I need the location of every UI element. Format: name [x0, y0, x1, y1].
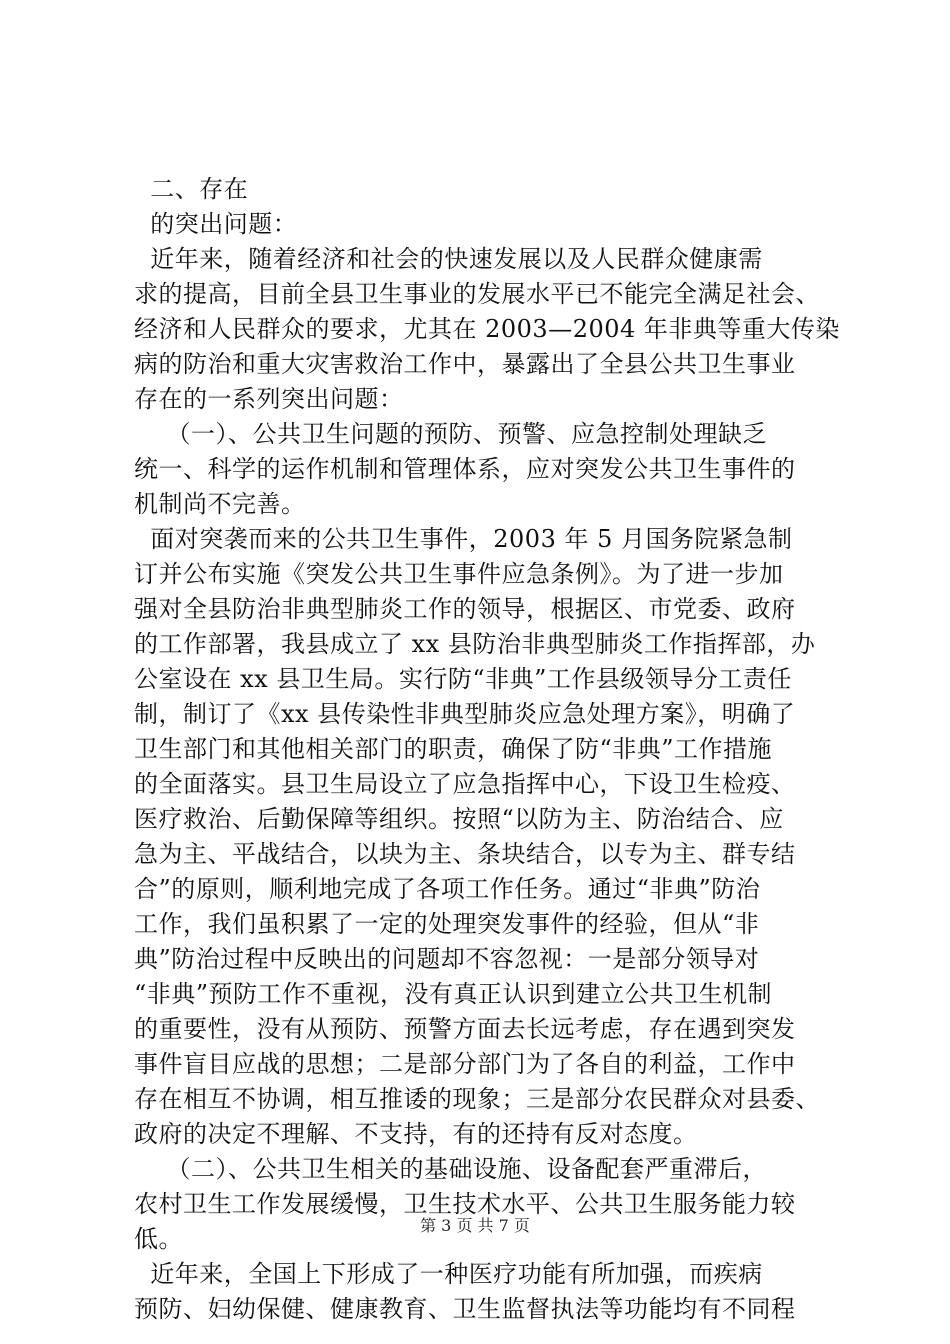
text-line: 的全面落实。县卫生局设立了应急指挥中心，下设卫生检疫、 — [134, 770, 796, 798]
text-line: 统一、科学的运作机制和管理体系，应对突发公共卫生事件的 — [134, 455, 796, 483]
text-line: 存在相互不协调，相互推诿的现象；三是部分农民群众对县委、 — [134, 1085, 820, 1113]
text-line: 公室设在 xx 县卫生局。实行防“非典”工作县级领导分工责任 — [134, 665, 792, 693]
text-line: 面对突袭而来的公共卫生事件，2003 年 5 月国务院紧急制 — [134, 525, 793, 553]
text-line: （二）、公共卫生相关的基础设施、设备配套严重滞后， — [134, 1155, 768, 1183]
text-line: 预防、妇幼保健、健康教育、卫生监督执法等功能均有不同程 — [134, 1295, 796, 1323]
text-line: 存在的一系列突出问题： — [134, 385, 404, 413]
document-body — [134, 172, 840, 1327]
text-line: 事件盲目应战的思想；二是部分部门为了各自的利益，工作中 — [134, 1050, 796, 1078]
text-line: 急为主、平战结合，以块为主、条块结合，以专为主、群专结 — [134, 840, 796, 868]
text-line: 病的防治和重大灾害救治工作中，暴露出了全县公共卫生事业 — [134, 350, 796, 378]
text-line: 农村卫生工作发展缓慢，卫生技术水平、公共卫生服务能力较 — [134, 1190, 796, 1218]
text-line: 低。 — [134, 1225, 183, 1253]
text-line: “非典”预防工作不重视，没有真正认识到建立公共卫生机制 — [134, 980, 773, 1008]
page-number: 第 3 页 共 7 页 — [420, 1216, 530, 1235]
text-line: 求的提高，目前全县卫生事业的发展水平已不能完全满足社会、 — [134, 280, 820, 308]
text-line: 强对全县防治非典型肺炎工作的领导，根据区、市党委、政府 — [134, 595, 796, 623]
text-line: 的工作部署，我县成立了 xx 县防治非典型肺炎工作指挥部，办 — [134, 630, 816, 658]
text-line: 二、存在 — [134, 175, 249, 203]
text-line: 的重要性，没有从预防、预警方面去长远考虑，存在遇到突发 — [134, 1015, 796, 1043]
text-line: 政府的决定不理解、不支持，有的还持有反对态度。 — [134, 1120, 698, 1148]
text-line: 近年来，随着经济和社会的快速发展以及人民群众健康需 — [134, 245, 763, 273]
text-line: 制，制订了《xx 县传染性非典型肺炎应急处理方案》，明确了 — [134, 700, 796, 728]
text-line: 订并公布实施《突发公共卫生事件应急条例》。为了进一步加 — [134, 560, 784, 588]
text-line: 工作，我们虽积累了一定的处理突发事件的经验，但从“非 — [134, 910, 760, 938]
text-line: 典”防治过程中反映出的问题却不容忽视：一是部分领导对 — [134, 945, 760, 973]
text-line: （一）、公共卫生问题的预防、预警、应急控制处理缺乏 — [134, 420, 768, 448]
page-footer — [0, 1216, 950, 1236]
text-line: 医疗救治、后勤保障等组织。按照“以防为主、防治结合、应 — [134, 805, 784, 833]
text-line: 合”的原则，顺利地完成了各项工作任务。通过“非典”防治 — [134, 875, 761, 903]
text-line: 经济和人民群众的要求，尤其在 2003—2004 年非典等重大传染 — [134, 315, 840, 343]
text-line: 的突出问题： — [134, 210, 298, 238]
text-line: 卫生部门和其他相关部门的职责，确保了防“非典”工作措施 — [134, 735, 773, 763]
text-line: 机制尚不完善。 — [134, 490, 306, 518]
text-line: 近年来，全国上下形成了一种医疗功能有所加强，而疾病 — [134, 1260, 763, 1288]
